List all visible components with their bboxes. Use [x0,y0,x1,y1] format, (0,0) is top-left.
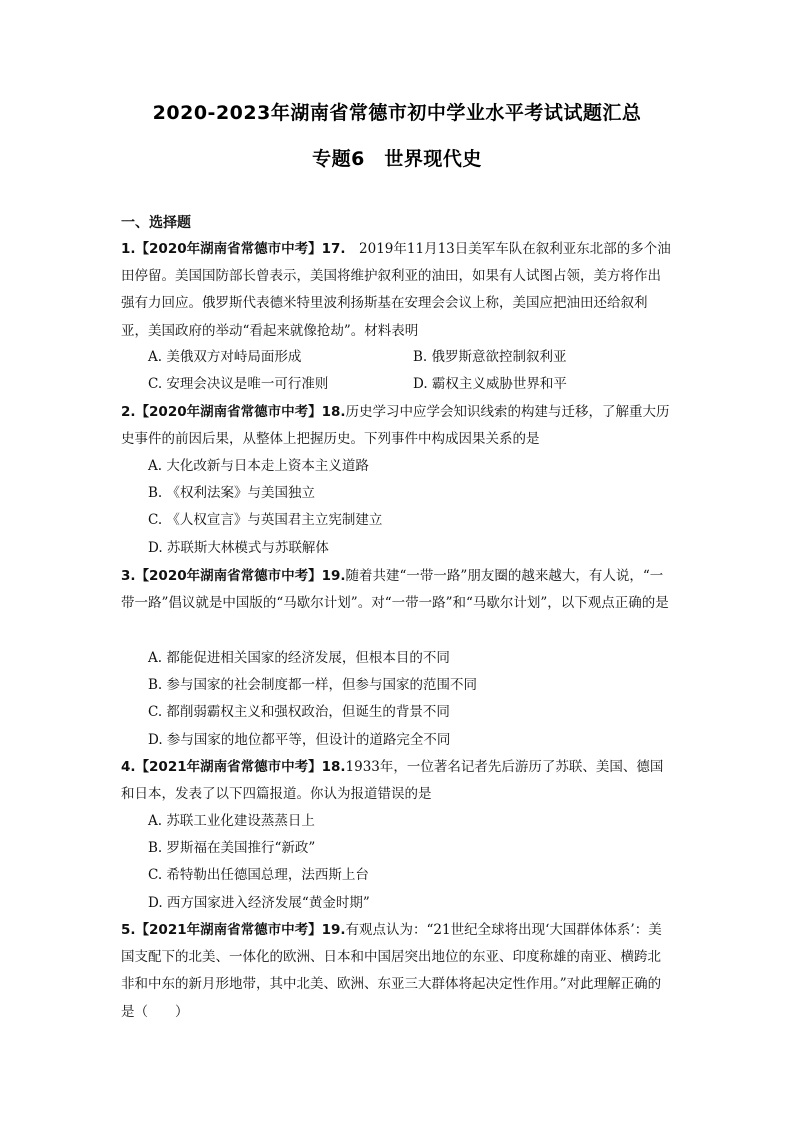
option-d[interactable]: D. 霸权主义威胁世界和平 [413,376,567,393]
question-1 [121,236,673,345]
option-d[interactable]: D. 西方国家进入经济发展“黄金时期” [148,894,370,911]
option-a[interactable]: A. 苏联工业化建设蒸蒸日上 [148,813,315,829]
option-d[interactable]: D. 参与国家的地位都平等，但设计的道路完全不同 [148,731,451,748]
question-number: 4. [121,759,136,775]
question-source: 【2020年湖南省常德市中考】 [135,404,322,420]
question-2-options [148,453,678,562]
question-text: 历史学习中应学会知识线索的构建与迁移，了解重大历史事件的前因后果，从整体上把握历史。下列事件中构成因果关系的是 [121,404,670,448]
option-b[interactable]: B. 《权利法案》与美国独立 [148,485,316,502]
option-b[interactable]: B. 俄罗斯意欲控制叙利亚 [413,349,567,365]
question-text: 有观点认为：“21世纪全球将出现‘大国群体体系’：美国支配下的北美、一体化的欧洲、日本和中国居突出地位的东亚、印度称雄的南亚、横跨北非和中东的新月形地带，其中北美、欧洲、东亚三大群体将起决定性作用。”对此理解正确的是（ ） [121,922,662,1020]
option-a[interactable]: A. 美俄双方对峙局面形成 [148,349,302,365]
option-b[interactable]: B. 罗斯福在美国推行“新政” [148,840,316,857]
question-1-options [148,344,678,398]
option-c[interactable]: C. 安理会决议是唯一可行准则 [148,376,329,393]
question-source: 【2021年湖南省常德市中考】 [135,922,322,938]
option-c[interactable]: C. 都削弱霸权主义和强权政治，但诞生的背景不同 [148,704,450,721]
question-number: 5. [121,922,136,938]
question-text: 2019年11月13日美军车队在叙利亚东北部的多个油田停留。美国国防部长曾表示，美国将维护叙利亚的油田，如果有人试图占领，美方将作出强有力回应。俄罗斯代表德米特里波利扬斯基在安理会会议上称，美国应把油田还给叙利亚，美国政府的举动“看起来就像抢劫”。材料表明 [121,241,671,339]
question-source: 【2020年湖南省常德市中考】 [135,568,322,584]
option-d[interactable]: D. 苏联斯大林模式与苏联解体 [148,539,329,556]
option-c[interactable]: C. 希特勒出任德国总理，法西斯上台 [148,867,369,884]
question-4-options [148,808,678,917]
question-4 [121,754,673,808]
exam-question-number: 19. [321,568,346,584]
question-5 [121,917,673,1026]
exam-question-number: 18. [321,759,346,775]
option-a[interactable]: A. 大化改新与日本走上资本主义道路 [148,458,369,474]
question-number: 2. [121,404,136,420]
exam-question-number: 19. [321,922,346,938]
question-3 [121,563,673,617]
question-number: 3. [121,568,136,584]
question-source: 【2021年湖南省常德市中考】 [135,759,322,775]
option-a[interactable]: A. 都能促进相关国家的经济发展，但根本目的不同 [148,650,450,666]
question-text: 随着共建“一带一路”朋友圈的越来越大，有人说，“一带一路”倡议就是中国版的“马歇尔计划”。对“一带一路”和“马歇尔计划”，以下观点正确的是 [121,568,669,612]
exam-question-number: 18. [321,404,346,420]
document-subtitle: 专题6 世界现代史 [312,148,482,170]
question-2 [121,399,673,453]
exam-question-number: 17. [321,241,346,257]
option-b[interactable]: B. 参与国家的社会制度都一样，但参与国家的范围不同 [148,677,478,694]
question-text: 1933年，一位著名记者先后游历了苏联、美国、德国和日本，发表了以下四篇报道。你认为报道错误的是 [121,759,664,803]
section-heading: 一、选择题 [121,215,191,231]
question-3-options [148,645,678,754]
question-number: 1. [121,241,136,257]
question-source: 【2020年湖南省常德市中考】 [135,241,322,257]
document-title: 2020-2023年湖南省常德市初中学业水平考试试题汇总 [152,102,642,124]
option-c[interactable]: C. 《人权宣言》与英国君主立宪制建立 [148,512,383,529]
